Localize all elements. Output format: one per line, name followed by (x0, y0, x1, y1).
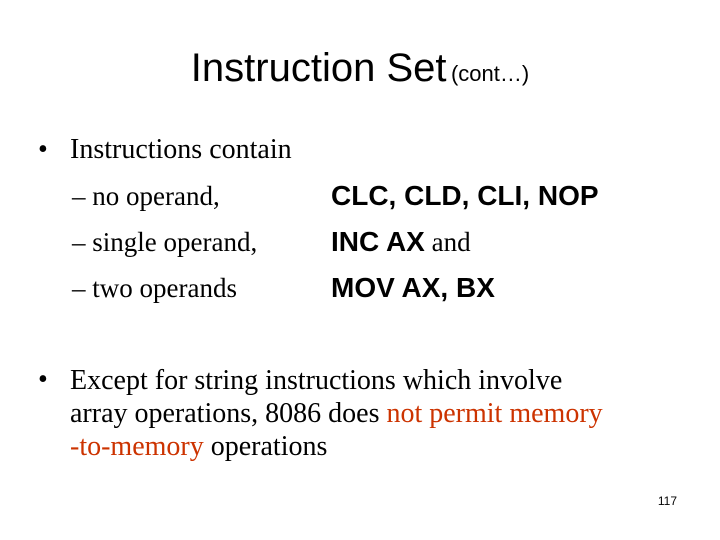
bullet-2-text (70, 364, 700, 463)
operand-row-single (72, 224, 712, 262)
operand-label: – no operand, (72, 181, 220, 211)
bullet-2-line-3 (70, 430, 700, 463)
operand-example (331, 178, 599, 219)
page-number: 117 (657, 494, 677, 508)
operand-row-two (72, 270, 712, 308)
line-2-plain: array operations, 8086 does (70, 398, 387, 429)
operand-row-none (72, 178, 712, 216)
example-code: INC AX (331, 226, 425, 257)
operand-label: – single operand, (72, 227, 258, 257)
bullet-2-line-1: Except for string instructions which involve (70, 365, 563, 396)
operand-example (331, 224, 471, 265)
example-tail: and (424, 227, 471, 257)
title-sub: (cont…) (450, 61, 530, 86)
bullet-1-heading: Instructions contain (70, 134, 292, 165)
bullet-2-line-2 (70, 397, 700, 430)
example-code: MOV AX, BX (331, 272, 495, 303)
highlight-text: -to-memory (70, 431, 204, 462)
operand-example (331, 270, 495, 311)
line-3-plain: operations (203, 431, 328, 462)
title-main: Instruction Set (190, 46, 447, 90)
slide-title (0, 46, 720, 91)
highlight-text: not permit memory (386, 398, 603, 429)
example-code: CLC, CLD, CLI, NOP (331, 180, 599, 211)
bullet-marker-2: • (38, 364, 48, 395)
bullet-marker-1: • (38, 134, 48, 165)
operand-label: – two operands (72, 273, 237, 303)
